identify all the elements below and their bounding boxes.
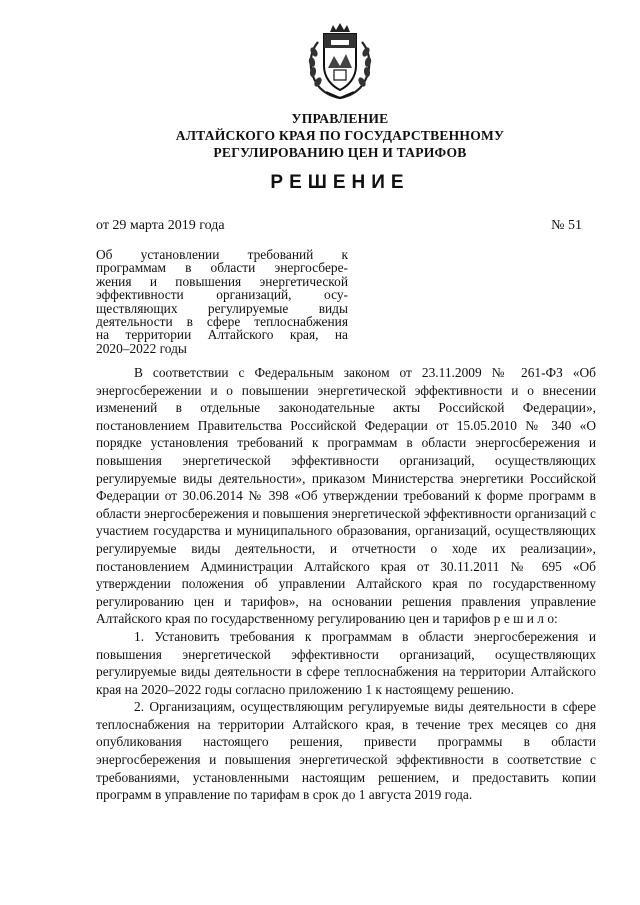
clause-2-paragraph: 2. Организациям, осуществляющим регулируемые виды деятельности в сфере теплоснабжения на территории Алтайского края, в течение трех месяцев со дня опубликования настоящего решения, привести программы в области энергосбережения и повышения энергетической эффективности в соответствие с требованиями, установленными настоящим решением, и предоставить копии программ в управление по тарифам в срок до 1 августа 2019 года. [96,699,596,803]
issuing-authority [120,110,560,161]
clause-1-paragraph: 1. Установить требования к программам в области энергосбережения и повышения энергетической эффективности организаций, осуществляющих регулируемые виды деятельности в сфере теплоснабжения на территории Алтайского края на 2020–2022 годы согласно приложению 1 к настоящему решению. [96,628,596,697]
document-subject [96,248,348,355]
subject-line: эффективности организаций, осу- [96,287,348,303]
subject-line: программам в области энергосбере- [96,260,348,276]
authority-line-1: УПРАВЛЕНИЕ [291,111,389,126]
document-date: от 29 марта 2019 года [96,218,225,233]
subject-line: Об установлении требований к [96,247,348,262]
document-number: № 51 [551,218,582,233]
subject-line: ществляющих регулируемые виды [96,300,348,316]
document-body [96,364,596,804]
authority-line-2: АЛТАЙСКОГО КРАЯ ПО ГОСУДАРСТВЕННОМУ [175,128,505,143]
document-type-title: РЕШЕНИЕ [270,172,410,193]
subject-line: жения и повышения энергетической [96,273,348,289]
authority-line-3: РЕГУЛИРОВАНИЮ ЦЕН И ТАРИФОВ [213,145,467,160]
preamble-paragraph: В соответствии с Федеральным законом от 23.11.2009 № 261-ФЗ «Об энергосбережении и о повышении энергетической эффективности и о внесении изменений в отдельные законодательные акты Российской Федерации», постановлением Правительства Российской Федерации от 15.05.2010 № 340 «О порядке установления требований к программам в области энергосбережения и повышения энергетической эффективности организаций, осуществляющих регулируемые виды деятельности», приказом Министерства энергетики Российской Федерации от 30.06.2014 № 398 «Об утверждении требований к форме программ в области энергосбережения и повышения энергетической эффективности организаций с участием государства и муниципального образования, организаций, осуществляющих регулируемые виды деятельности, и отчетности о ходе их реализации», постановлением Администрации Алтайского края от 30.11.2011 № 695 «Об утверждении положения об управлении Алтайского края по государственному регулированию цен и тарифов», на основании решения правления управление Алтайского края по государственному регулированию цен и тарифов р е ш и л о: [96,365,596,627]
coat-of-arms-emblem [304,22,376,100]
subject-line: на территории Алтайского края, на [96,327,348,343]
subject-line: 2020–2022 годы [96,340,187,356]
subject-line: деятельности в сфере теплоснабжения [96,314,348,330]
